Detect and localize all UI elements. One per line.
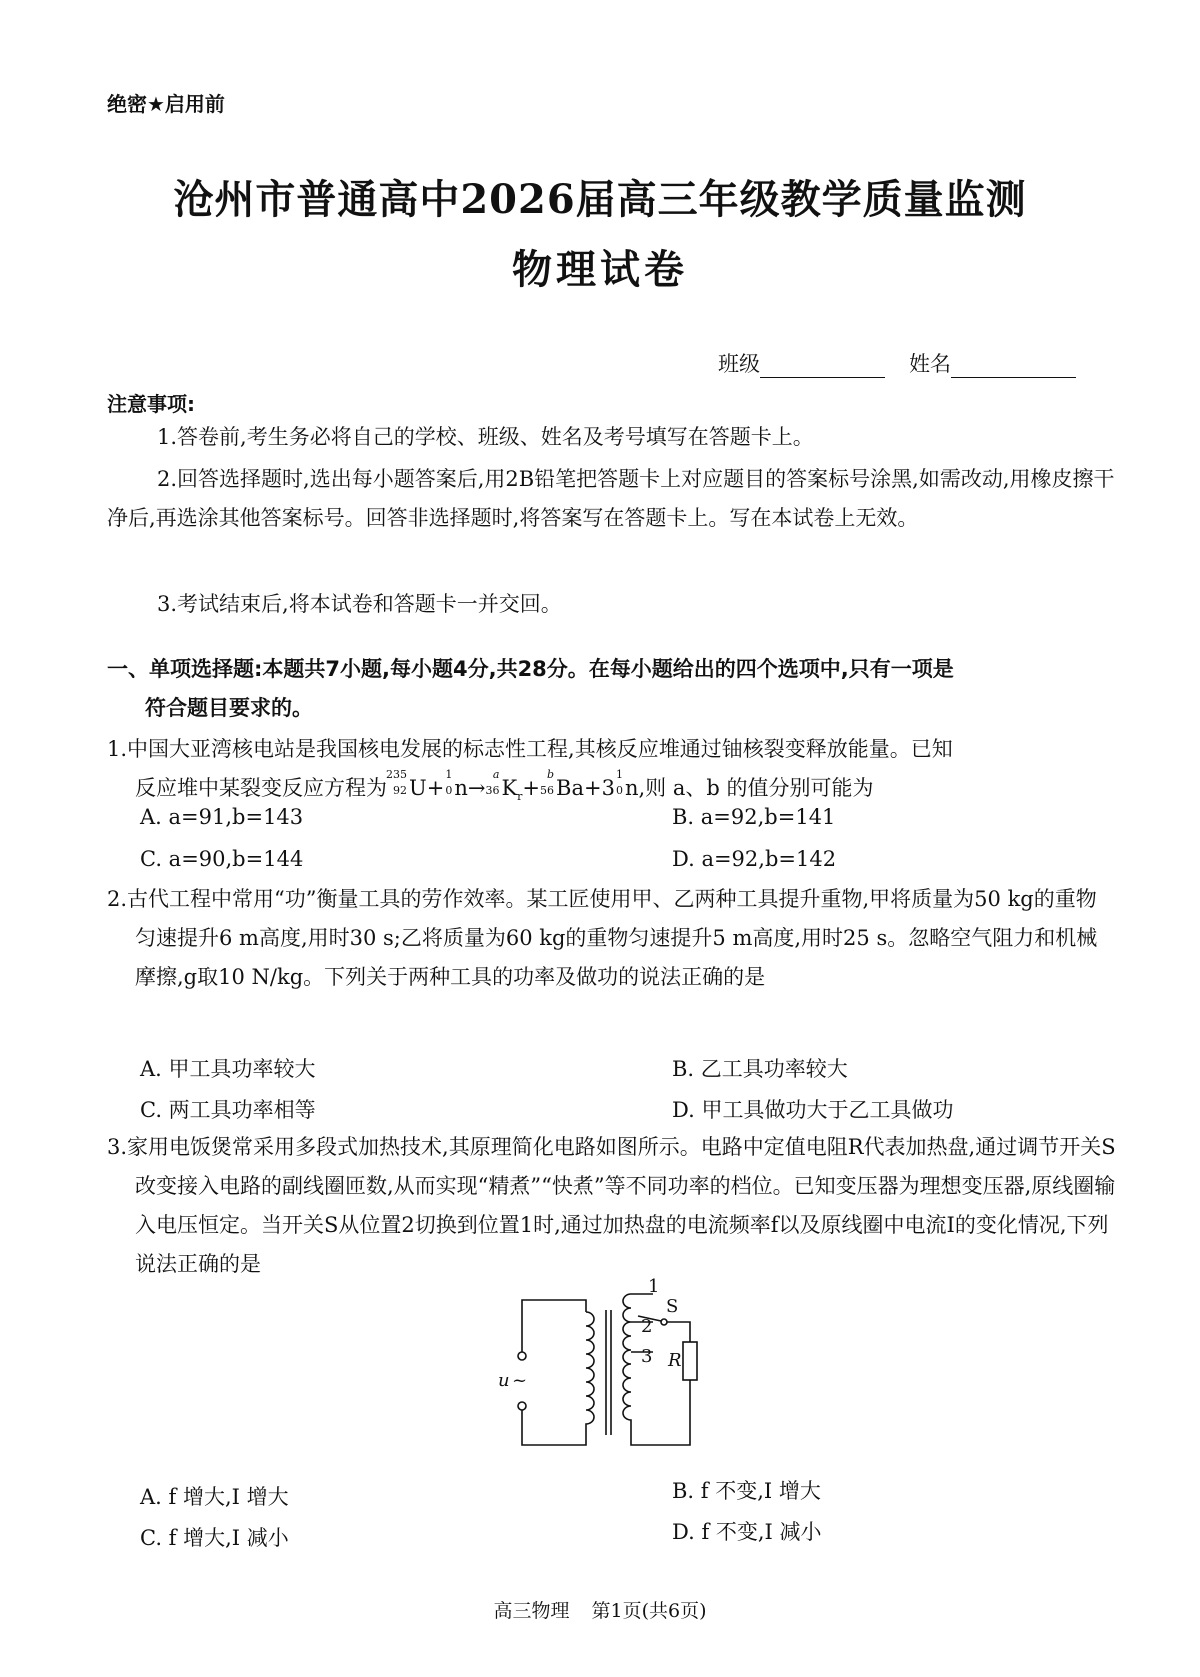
note-item-3: 3.考试结束后,将本试卷和答题卡一并交回。 [157, 592, 562, 616]
note-item-2: 2.回答选择题时,选出每小题答案后,用2B铅笔把答题卡上对应题目的答案标号涂黑,如需改动,用橡皮擦干净后,再选涂其他答案标号。回答非选择题时,将答案写在答题卡上。写在本试卷上无效。 [107, 467, 1115, 530]
tap-1-label: 1 [648, 1276, 660, 1297]
question-2 [107, 880, 1117, 997]
ac-symbol: ~ [512, 1370, 528, 1391]
question-1-equation-line: 反应堆中某裂变反应方程为 235 92 U+ 1 0 n→ a 36 $K_r+$ b 56 Ba+3 1 0 n,则 a、b 的值分别可能为 [135, 768, 874, 804]
q1-option-a[interactable]: A. a=91,b=143 [140, 805, 304, 829]
equation-suffix: ,则 a、b 的值分别可能为 [638, 776, 874, 800]
exam-title: 沧州市普通高中2026届高三年级教学质量监测 [173, 176, 1027, 223]
section-heading-cont: 符合题目要求的。 [145, 696, 313, 720]
switch-label: S [666, 1296, 679, 1317]
footer-subject: 高三物理 [493, 1600, 570, 1622]
barium-nuclide: b 56 [540, 768, 555, 797]
note-item-1: 1.答卷前,考生务必将自己的学校、班级、姓名及考号填写在答题卡上。 [157, 425, 814, 449]
question-2-text: 2.古代工程中常用“功”衡量工具的劳作效率。某工匠使用甲、乙两种工具提升重物,甲将质量为50 kg的重物匀速提升6 m高度,用时30 s;乙将质量为60 kg的重物匀速提升5 m高度,用时25 s。忽略空气阻力和机械摩擦,g取10 N/kg。下列关于两种工具的功率及做功的说法正确的是 [107, 887, 1098, 989]
class-label: 班级 [718, 352, 760, 376]
tap-3-label: 3 [641, 1346, 653, 1367]
krypton-nuclide: a 36 [485, 768, 500, 797]
question-3 [107, 1128, 1117, 1284]
tap-2-label: 2 [641, 1316, 653, 1337]
page-footer [0, 1596, 1200, 1623]
section-heading: 一、单项选择题:本题共7小题,每小题4分,共28分。在每小题给出的四个选项中,只有一项是 [107, 657, 954, 681]
question-1 [107, 730, 1117, 816]
q2-option-b[interactable]: B. 乙工具功率较大 [672, 1057, 848, 1081]
class-name-fields [718, 348, 1076, 378]
footer-page-number: 第1页(共6页) [591, 1600, 707, 1622]
circuit-svg [498, 1276, 730, 1455]
q2-option-c[interactable]: C. 两工具功率相等 [140, 1098, 316, 1122]
q1-option-b[interactable]: B. a=92,b=141 [672, 805, 836, 829]
notes-heading: 注意事项: [107, 392, 195, 416]
name-blank[interactable] [951, 357, 1076, 378]
equation-prefix: 反应堆中某裂变反应方程为 [135, 776, 387, 800]
exam-subtitle: 物理试卷 [512, 246, 688, 293]
q1-option-c[interactable]: C. a=90,b=144 [140, 847, 304, 871]
q2-option-d[interactable]: D. 甲工具做功大于乙工具做功 [672, 1098, 954, 1122]
voltage-label: u [498, 1370, 510, 1391]
question-3-text: 3.家用电饭煲常采用多段式加热技术,其原理简化电路如图所示。电路中定值电阻R代表加热盘,通过调节开关S改变接入电路的副线圈匝数,从而实现“精煮”“快煮”等不同功率的档位。已知变压器为理想变压器,原线圈输入电压恒定。当开关S从位置2切换到位置1时,通过加热盘的电流频率f以及原线圈中电流I的变化情况,下列说法正确的是 [107, 1135, 1116, 1276]
question-1-line1: 1.中国大亚湾核电站是我国核电发展的标志性工程,其核反应堆通过铀核裂变释放能量。已知 [107, 737, 953, 761]
q2-option-a[interactable]: A. 甲工具功率较大 [140, 1057, 316, 1081]
confidential-mark: 绝密★启用前 [107, 92, 225, 116]
uranium-nuclide: 235 92 [386, 768, 407, 797]
transformer-circuit-diagram [498, 1276, 730, 1459]
q3-option-d[interactable]: D. f 不变,I 减小 [672, 1520, 822, 1544]
resistor-label: R [668, 1350, 682, 1371]
class-blank[interactable] [760, 357, 885, 378]
q1-option-d[interactable]: D. a=92,b=142 [672, 847, 837, 871]
q3-option-b[interactable]: B. f 不变,I 增大 [672, 1479, 821, 1503]
neutron-nuclide: 1 0 [445, 768, 453, 797]
name-label: 姓名 [909, 352, 951, 376]
q3-option-c[interactable]: C. f 增大,I 减小 [140, 1526, 289, 1550]
q3-option-a[interactable]: A. f 增大,I 增大 [140, 1485, 289, 1509]
neutron-nuclide: 1 0 [615, 768, 623, 797]
